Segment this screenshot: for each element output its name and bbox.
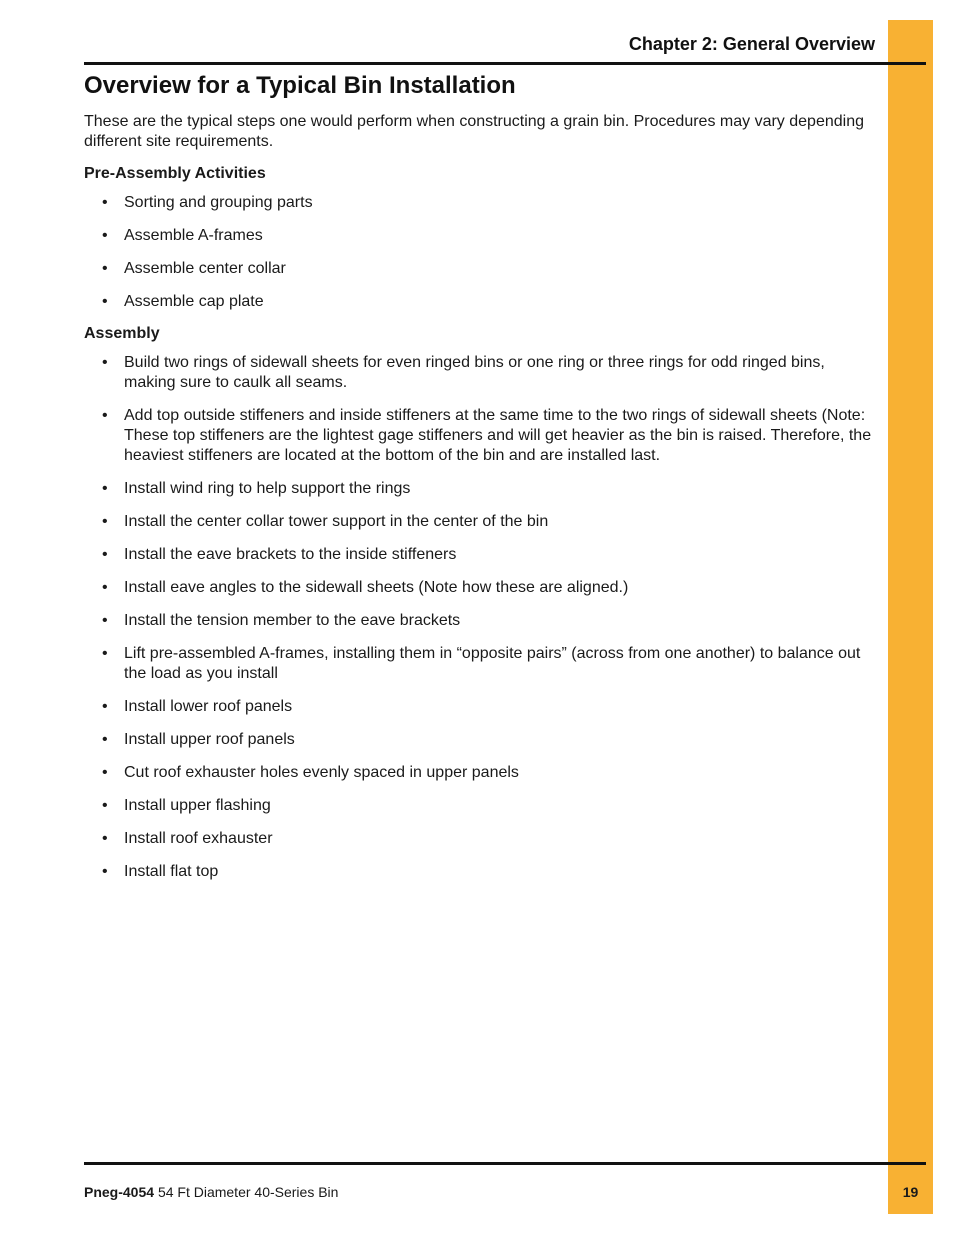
list-item-text: Sorting and grouping parts: [124, 194, 313, 211]
list-item: [84, 512, 874, 532]
list-item-text: Lift pre-assembled A-frames, installing them in “opposite pairs” (across from one another) to balance out the load as you install: [124, 645, 861, 682]
bullet-icon: •: [102, 227, 108, 244]
list-item-text: Install wind ring to help support the rings: [124, 480, 411, 497]
list-item: [84, 730, 874, 750]
chapter-header: Chapter 2: General Overview: [628, 34, 875, 54]
bullet-icon: •: [102, 194, 108, 211]
page-number: 19: [902, 1184, 919, 1200]
bullet-icon: •: [102, 407, 108, 424]
page-title: Overview for a Typical Bin Installation: [84, 72, 516, 99]
list-item-text: Install the center collar tower support in the center of the bin: [124, 513, 549, 530]
bullet-icon: •: [102, 612, 108, 629]
footer-doc-info: [84, 1183, 338, 1201]
bullet-icon: •: [102, 513, 108, 530]
bullet-icon: •: [102, 480, 108, 497]
list-item-text: Assemble center collar: [124, 260, 286, 277]
list-item: [84, 406, 874, 466]
footer-doc-title: 54 Ft Diameter 40-Series Bin: [157, 1184, 339, 1200]
bullet-icon: •: [102, 731, 108, 748]
bullet-icon: •: [102, 863, 108, 880]
footer-rule: [84, 1162, 926, 1165]
list-item-text: Install the tension member to the eave brackets: [124, 612, 461, 629]
assembly-list: [84, 353, 874, 882]
bullet-icon: •: [102, 698, 108, 715]
pre-assembly-list: [84, 193, 874, 312]
bullet-icon: •: [102, 645, 108, 662]
list-item-text: Assemble cap plate: [124, 293, 264, 310]
list-item: [84, 193, 874, 213]
bullet-icon: •: [102, 764, 108, 781]
section-heading-pre-assembly: Pre-Assembly Activities: [84, 165, 266, 182]
list-item: [84, 226, 874, 246]
main-content: [84, 70, 874, 882]
list-item: [84, 611, 874, 631]
list-item: [84, 697, 874, 717]
list-item-text: Cut roof exhauster holes evenly spaced in upper panels: [124, 764, 519, 781]
list-item: [84, 353, 874, 393]
list-item-text: Install eave angles to the sidewall sheets (Note how these are aligned.): [124, 579, 629, 596]
bullet-icon: •: [102, 293, 108, 310]
list-item-text: Assemble A-frames: [124, 227, 263, 244]
bullet-icon: •: [102, 830, 108, 847]
header-rule: [84, 62, 926, 65]
list-item: [84, 862, 874, 882]
section-heading-assembly: Assembly: [84, 325, 160, 342]
list-item: [84, 578, 874, 598]
list-item: [84, 829, 874, 849]
list-item: [84, 644, 874, 684]
list-item-text: Install the eave brackets to the inside stiffeners: [124, 546, 457, 563]
bullet-icon: •: [102, 546, 108, 563]
list-item-text: Build two rings of sidewall sheets for even ringed bins or one ring or three rings for odd ringed bins, making sure to caulk all seams.: [124, 354, 825, 391]
list-item: [84, 796, 874, 816]
list-item: [84, 292, 874, 312]
list-item: [84, 763, 874, 783]
list-item: [84, 545, 874, 565]
list-item-text: Install upper roof panels: [124, 731, 295, 748]
list-item: [84, 479, 874, 499]
chapter-side-tab: [888, 20, 933, 1214]
list-item: [84, 259, 874, 279]
footer-doc-id: Pneg-4054: [84, 1184, 155, 1200]
list-item-text: Install roof exhauster: [124, 830, 273, 847]
bullet-icon: •: [102, 354, 108, 371]
list-item-text: Add top outside stiffeners and inside stiffeners at the same time to the two rings of sidewall sheets (Note: These top stiffeners are the lightest gage stiffeners and will get heavier as the bin is raised. Therefore, the heaviest stiffeners are located at the bottom of the bin and are installed last.: [124, 407, 872, 464]
list-item-text: Install lower roof panels: [124, 698, 293, 715]
bullet-icon: •: [102, 579, 108, 596]
bullet-icon: •: [102, 797, 108, 814]
list-item-text: Install flat top: [124, 863, 219, 880]
list-item-text: Install upper flashing: [124, 797, 271, 814]
intro-paragraph: These are the typical steps one would perform when constructing a grain bin. Procedures may vary depending different site requirements.: [84, 113, 864, 150]
bullet-icon: •: [102, 260, 108, 277]
